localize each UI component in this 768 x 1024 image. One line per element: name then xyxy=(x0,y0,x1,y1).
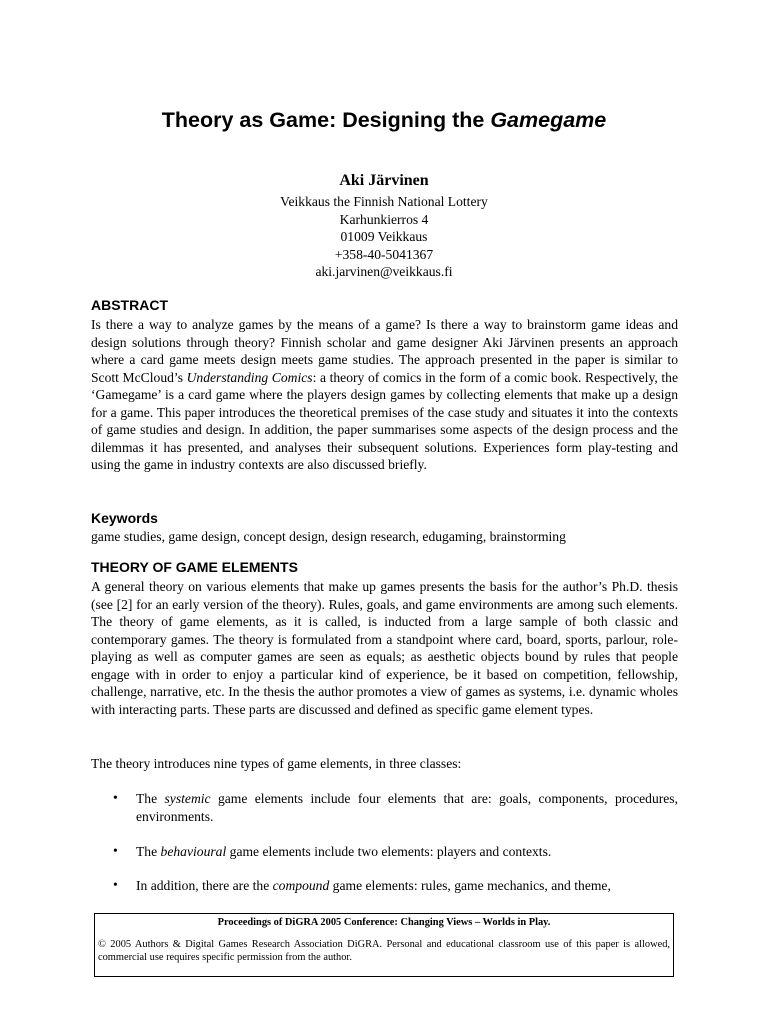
abstract-italic-title: Understanding Comics xyxy=(186,369,313,385)
bullet-text-part: game elements include two elements: players and contexts. xyxy=(226,844,552,859)
bullet-text-part: In addition, there are the xyxy=(136,878,273,893)
bullet-italic: compound xyxy=(272,878,330,893)
affiliation-line: 01009 Veikkaus xyxy=(340,229,428,244)
affiliation-line: +358-40-5041367 xyxy=(334,246,434,262)
affiliation-line: Karhunkierros 4 xyxy=(339,211,429,227)
section-heading: THEORY OF GAME ELEMENTS xyxy=(91,559,298,575)
copyright-footer-box xyxy=(94,913,674,977)
bullet-marker: • xyxy=(113,877,118,892)
author-email: aki.jarvinen@veikkaus.fi xyxy=(315,264,453,279)
abstract-text xyxy=(91,316,678,474)
title-italic: Gamegame xyxy=(490,108,607,132)
paper-title xyxy=(0,108,768,133)
bullet-text-part: The xyxy=(136,791,165,806)
keywords-text: game studies, game design, concept design, design research, edugaming, brainstorming xyxy=(91,529,566,544)
section-paragraph: The theory introduces nine types of game elements, in three classes: xyxy=(91,756,462,771)
copyright-text: © 2005 Authors & Digital Games Research Association DiGRA. Personal and educational classroom use of this paper is allowed, commercial use requires specific permission from the author. xyxy=(98,939,670,963)
affiliation-line: Veikkaus the Finnish National Lottery xyxy=(280,194,488,209)
author-name: Aki Järvinen xyxy=(339,172,429,189)
bullet-item xyxy=(136,843,678,861)
bullet-italic: systemic xyxy=(164,791,211,806)
abstract-text-part: Is there a way to analyze games by the means of a game? Is there a way to brainstorm game ideas and design solutions through theory? Finnish scholar and game designer Aki Järvinen presents an approach where a card game meets design meets game studies. The approach presented in the paper is similar to Scott McCloud’s xyxy=(91,317,678,385)
author-affiliation xyxy=(0,193,768,281)
bullet-text-part: game elements include four elements that are: goals, components, procedures, environments. xyxy=(136,791,678,824)
bullet-text-part: game elements: rules, game mechanics, and theme, xyxy=(329,878,611,893)
bullet-marker: • xyxy=(113,843,118,858)
keywords-heading: Keywords xyxy=(91,510,158,526)
proceedings-line: Proceedings of DiGRA 2005 Conference: Changing Views – Worlds in Play. xyxy=(217,917,551,928)
section-paragraph: A general theory on various elements that make up games presents the basis for the author’s Ph.D. thesis (see [2] for an early version of the theory). Rules, goals, and game environments are among such elements. The theory of game elements, as it is called, is inducted from a large sample of both classic and contemporary games. The theory is formulated from a standpoint where card, board, sports, parlour, role-playing as well as computer games are seen as equals; as aesthetic objects bound by rules that people engage with in order to enjoy a particular kind of experience, be it based on competition, fellowship, challenge, narrative, etc. In the thesis the author promotes a view of games as systems, i.e. dynamic wholes with interacting parts. These parts are discussed and defined as specific game element types. xyxy=(91,579,678,717)
abstract-heading: ABSTRACT xyxy=(91,297,168,313)
bullet-marker: • xyxy=(113,790,118,805)
bullet-italic: behavioural xyxy=(160,844,227,859)
abstract-text-part: : a theory of comics in the form of a comic book. Respectively, the ‘Gamegame’ is a card game where the players design games by collecting elements that make up a design for a game. This paper introduces the theoretical premises of the case study and situates it into the contexts of game studies and design. In addition, the paper summarises some aspects of the design process and the dilemmas it has presented, and analyses their subsequent solutions. Experiences form play-testing and using the game in industry contexts are also discussed briefly. xyxy=(91,369,678,472)
bullet-text-part: The xyxy=(136,844,161,859)
title-main: Theory as Game: Designing the xyxy=(161,108,491,132)
bullet-item xyxy=(136,877,678,895)
bullet-item xyxy=(136,790,678,825)
